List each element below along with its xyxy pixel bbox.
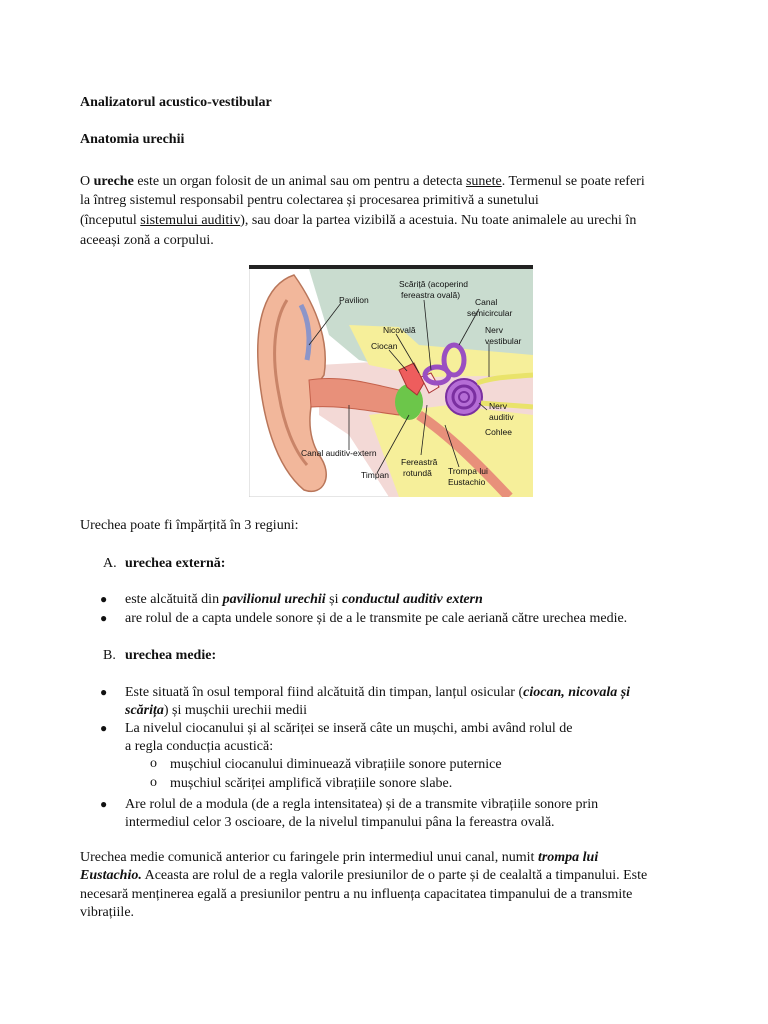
section-b-bullet-3-line-2: intermediul celor 3 oscioare, de la nivelul timpanului pâna la fereastra ovală. (125, 815, 555, 830)
section-b-bullet-1-line-2: scărița) și mușchii urechii medii (125, 703, 307, 718)
section-b-bullet-1-line-1: Este situată în osul temporal fiind alcătuită din timpan, lanțul osicular (ciocan, nicovala și (125, 685, 631, 700)
bullet-glyph: ● (100, 721, 108, 735)
section-b-bullet-3-line-1: Are rolul de a modula (de a regla intensitatea) și de a transmite vibrațiile sonore prin (125, 797, 599, 812)
label-nerv-vestibular: Nerv (485, 325, 503, 335)
section-heading: Anatomia urechii (80, 132, 185, 147)
closing-line-1: Urechea medie comunică anterior cu faringele prin intermediul unui canal, numit trompa lui (80, 850, 599, 865)
label-pavilion: Pavilion (339, 295, 369, 305)
bullet-glyph: ● (100, 592, 108, 606)
ear-anatomy-figure (249, 265, 533, 497)
section-b-bullet-2-line-2: a regla conducția acustică: (125, 739, 274, 754)
closing-line-3: necesară menținerea egală a presiunilor pentru a nu influența capacitatea timpanului de a transmite (80, 887, 633, 902)
bullet-glyph: ● (100, 611, 108, 625)
label-timpan: Timpan (361, 470, 390, 480)
label-cohlee: Cohlee (485, 427, 512, 437)
label-nicovala: Nicovală (383, 325, 416, 335)
closing-line-2: Eustachio. Aceasta are rolul de a regla valorile presiunilor de o parte și de cealaltă a timpanului. Este (80, 868, 648, 883)
svg-text:semicircular: semicircular (467, 308, 513, 318)
svg-text:vestibular: vestibular (485, 336, 522, 346)
section-a-bullet-2: are rolul de a capta undele sonore și de a le transmite pe cale aeriană către urechea medie. (125, 611, 628, 626)
section-b-title: urechea medie: (125, 648, 217, 663)
svg-text:fereastra ovală): fereastra ovală) (401, 290, 461, 300)
link-sistem-auditiv[interactable]: sistemului auditiv (140, 213, 241, 228)
document-title: Analizatorul acustico-vestibular (80, 95, 272, 110)
label-trompa-lui-eustachio: Trompa lui (448, 466, 488, 476)
svg-text:Eustachio: Eustachio (448, 477, 486, 487)
sub-bullet-glyph: o (150, 756, 157, 771)
sub-bullet-2: mușchiul scăriței amplifică vibrațiile sonore slabe. (170, 776, 453, 791)
intro-line-4: aceeași zonă a corpului. (80, 233, 214, 248)
link-sunete[interactable]: sunete (465, 174, 502, 189)
bullet-glyph: ● (100, 685, 108, 699)
section-a-marker: A. (103, 556, 117, 571)
section-b-bullet-2-line-1: La nivelul ciocanului și al scăriței se inseră câte un mușchi, ambi având rolul de (125, 721, 573, 736)
intro-line-2: la întreg sistemul responsabil pentru colectarea și procesarea primitivă a sunetului (80, 193, 539, 208)
closing-line-4: vibrațiile. (80, 905, 135, 920)
sub-bullet-1: mușchiul ciocanului diminuează vibrațiile sonore puternice (170, 757, 502, 772)
label-canal-auditiv-extern: Canal auditiv-extern (301, 448, 377, 458)
label-ciocan: Ciocan (371, 341, 398, 351)
label-scarita: Scăriță (acoperind (399, 279, 468, 289)
intro-line-1: O ureche este un organ folosit de un animal sau om pentru a detecta sunete. Termenul se poate referi (80, 174, 645, 189)
section-a-title: urechea externă: (125, 556, 226, 571)
sub-bullet-glyph: o (150, 775, 157, 790)
label-nerv-auditiv: Nerv (489, 401, 507, 411)
section-a-bullet-1: este alcătuită din pavilionul urechii și conductul auditiv extern (125, 592, 483, 607)
svg-text:auditiv: auditiv (489, 412, 514, 422)
bullet-glyph: ● (100, 797, 108, 811)
section-b-marker: B. (103, 648, 116, 663)
label-canal-semicircular: Canal (475, 297, 498, 307)
regions-intro: Urechea poate fi împărțită în 3 regiuni: (80, 518, 299, 533)
label-fereastra-rotunda: Fereastră (401, 457, 438, 467)
svg-text:rotundă: rotundă (403, 468, 432, 478)
intro-line-3: (începutul sistemului auditiv), sau doar la partea vizibilă a acestuia. Nu toate animalele au urechi în (80, 213, 637, 228)
